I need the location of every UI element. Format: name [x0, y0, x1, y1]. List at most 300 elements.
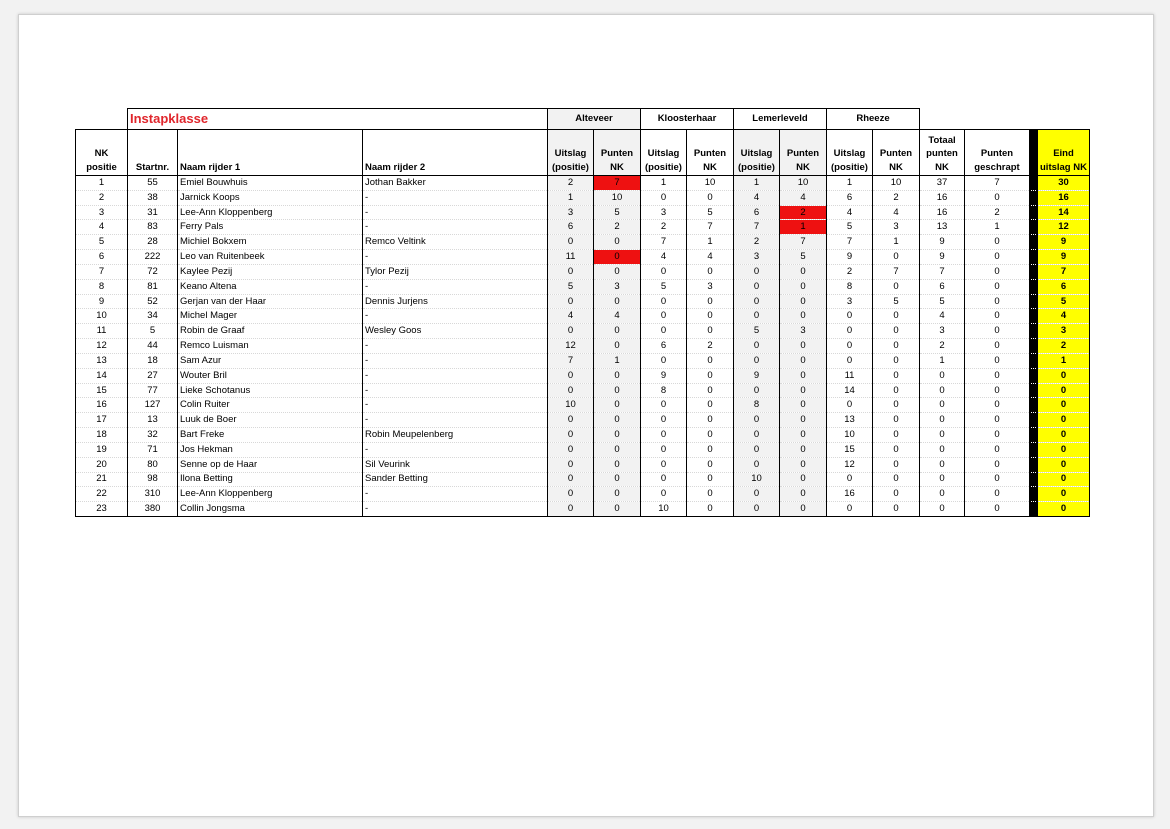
cell-l-p: 4: [780, 190, 827, 205]
cell-ges: 0: [965, 324, 1030, 339]
cell-a-p: 0: [594, 457, 641, 472]
cell-pos: 23: [76, 502, 128, 517]
cell-k-p: 0: [687, 353, 734, 368]
cell-start: 55: [128, 176, 178, 191]
cell-r-p: 0: [873, 279, 920, 294]
cell-start: 81: [128, 279, 178, 294]
cell-k-p: 2: [687, 339, 734, 354]
cell-r1: Wouter Bril: [178, 368, 363, 383]
cell-k-p: 0: [687, 264, 734, 279]
cell-r1: Colin Ruiter: [178, 398, 363, 413]
cell-r-p: 0: [873, 353, 920, 368]
cell-r2: -: [363, 413, 548, 428]
cell-a-p: 0: [594, 294, 641, 309]
cell-tot: 0: [920, 472, 965, 487]
cell-a-p: 0: [594, 472, 641, 487]
cell-r-p: 10: [873, 176, 920, 191]
header-rheeze-punten: Punten NK: [873, 130, 920, 176]
cell-start: 44: [128, 339, 178, 354]
cell-eind: 0: [1038, 368, 1090, 383]
cell-pos: 19: [76, 442, 128, 457]
cell-ges: 0: [965, 502, 1030, 517]
cell-a-p: 0: [594, 428, 641, 443]
cell-eind: 0: [1038, 442, 1090, 457]
cell-l-u: 0: [734, 279, 780, 294]
cell-ges: 0: [965, 294, 1030, 309]
cell-ges: 7: [965, 176, 1030, 191]
cell-k-u: 5: [641, 279, 687, 294]
cell-k-u: 0: [641, 190, 687, 205]
cell-ges: 0: [965, 457, 1030, 472]
table-row: [76, 339, 1090, 354]
cell-r2: Robin Meupelenberg: [363, 428, 548, 443]
cell-a-p: 0: [594, 368, 641, 383]
cell-tot: 0: [920, 383, 965, 398]
cell-start: 38: [128, 190, 178, 205]
cell-r1: Ilona Betting: [178, 472, 363, 487]
cell-k-u: 0: [641, 442, 687, 457]
cell-tot: 9: [920, 250, 965, 265]
header-eind: Eind uitslag NK: [1038, 130, 1090, 176]
cell-k-u: 3: [641, 205, 687, 220]
cell-a-p: 5: [594, 205, 641, 220]
cell-l-p: 0: [780, 383, 827, 398]
cell-ges: 0: [965, 398, 1030, 413]
results-table: [75, 108, 1090, 517]
cell-a-u: 1: [548, 190, 594, 205]
cell-k-p: 10: [687, 176, 734, 191]
cell-eind: 16: [1038, 190, 1090, 205]
header-rheeze-uitslag: Uitslag (positie): [827, 130, 873, 176]
cell-l-u: 0: [734, 339, 780, 354]
document-page: [18, 14, 1154, 817]
cell-k-u: 6: [641, 339, 687, 354]
cell-a-p: 1: [594, 353, 641, 368]
cell-r1: Ferry Pals: [178, 220, 363, 235]
separator-bar: [1030, 220, 1038, 235]
cell-r-u: 2: [827, 264, 873, 279]
cell-pos: 4: [76, 220, 128, 235]
cell-r2: Wesley Goos: [363, 324, 548, 339]
cell-r1: Bart Freke: [178, 428, 363, 443]
cell-r1: Emiel Bouwhuis: [178, 176, 363, 191]
location-lemerleveld: Lemerleveld: [734, 109, 827, 130]
header-lemerleveld-uitslag: Uitslag (positie): [734, 130, 780, 176]
table-row: [76, 428, 1090, 443]
cell-k-u: 10: [641, 502, 687, 517]
separator-bar: [1030, 309, 1038, 324]
separator-bar: [1030, 398, 1038, 413]
cell-r-p: 0: [873, 250, 920, 265]
cell-l-p: 0: [780, 428, 827, 443]
cell-k-p: 0: [687, 487, 734, 502]
header-lemerleveld-punten: Punten NK: [780, 130, 827, 176]
table-row: [76, 294, 1090, 309]
cell-l-u: 0: [734, 383, 780, 398]
cell-r-p: 0: [873, 502, 920, 517]
cell-r-p: 0: [873, 368, 920, 383]
cell-r-p: 0: [873, 324, 920, 339]
table-row: [76, 442, 1090, 457]
cell-r-u: 9: [827, 250, 873, 265]
cell-r-u: 5: [827, 220, 873, 235]
cell-l-p: 3: [780, 324, 827, 339]
cell-tot: 0: [920, 398, 965, 413]
cell-tot: 37: [920, 176, 965, 191]
cell-tot: 0: [920, 487, 965, 502]
title-row: [76, 109, 1090, 130]
header-nk-positie: NK positie: [76, 130, 128, 176]
cell-l-u: 0: [734, 502, 780, 517]
cell-r2: -: [363, 190, 548, 205]
cell-start: 32: [128, 428, 178, 443]
cell-k-u: 9: [641, 368, 687, 383]
table-row: [76, 250, 1090, 265]
cell-tot: 0: [920, 428, 965, 443]
table-row: [76, 398, 1090, 413]
cell-a-u: 0: [548, 368, 594, 383]
table-row: [76, 457, 1090, 472]
cell-pos: 10: [76, 309, 128, 324]
cell-k-p: 0: [687, 442, 734, 457]
separator-bar: [1030, 502, 1038, 517]
cell-a-u: 10: [548, 398, 594, 413]
cell-eind: 0: [1038, 413, 1090, 428]
cell-tot: 0: [920, 457, 965, 472]
cell-pos: 14: [76, 368, 128, 383]
cell-eind: 9: [1038, 235, 1090, 250]
cell-k-p: 5: [687, 205, 734, 220]
cell-eind: 4: [1038, 309, 1090, 324]
cell-ges: 0: [965, 383, 1030, 398]
cell-ges: 0: [965, 279, 1030, 294]
table-row: [76, 309, 1090, 324]
cell-k-u: 1: [641, 176, 687, 191]
cell-r2: -: [363, 487, 548, 502]
cell-pos: 6: [76, 250, 128, 265]
cell-r-p: 0: [873, 457, 920, 472]
cell-k-u: 0: [641, 309, 687, 324]
separator-bar: [1030, 383, 1038, 398]
location-alteveer: Alteveer: [548, 109, 641, 130]
cell-k-p: 3: [687, 279, 734, 294]
cell-r-p: 0: [873, 383, 920, 398]
cell-r2: -: [363, 220, 548, 235]
cell-r-u: 7: [827, 235, 873, 250]
cell-tot: 13: [920, 220, 965, 235]
cell-r2: -: [363, 339, 548, 354]
location-rheeze: Rheeze: [827, 109, 920, 130]
separator-bar: [1030, 294, 1038, 309]
separator-bar: [1030, 339, 1038, 354]
cell-ges: 0: [965, 235, 1030, 250]
cell-l-u: 5: [734, 324, 780, 339]
cell-a-p: 0: [594, 250, 641, 265]
cell-tot: 4: [920, 309, 965, 324]
cell-ges: 0: [965, 190, 1030, 205]
cell-k-p: 0: [687, 413, 734, 428]
cell-k-p: 0: [687, 428, 734, 443]
cell-pos: 20: [76, 457, 128, 472]
cell-a-u: 4: [548, 309, 594, 324]
cell-r1: Gerjan van der Haar: [178, 294, 363, 309]
cell-a-p: 0: [594, 413, 641, 428]
header-kloosterhaar-punten: Punten NK: [687, 130, 734, 176]
separator-bar: [1030, 413, 1038, 428]
cell-ges: 0: [965, 472, 1030, 487]
table-row: [76, 220, 1090, 235]
cell-pos: 12: [76, 339, 128, 354]
cell-a-u: 0: [548, 264, 594, 279]
cell-r1: Lee-Ann Kloppenberg: [178, 487, 363, 502]
cell-k-p: 0: [687, 190, 734, 205]
separator-bar: [1030, 324, 1038, 339]
cell-pos: 5: [76, 235, 128, 250]
cell-start: 18: [128, 353, 178, 368]
header-startnr: Startnr.: [128, 130, 178, 176]
cell-r2: -: [363, 383, 548, 398]
cell-l-p: 2: [780, 205, 827, 220]
results-sheet: [75, 108, 1090, 517]
cell-eind: 2: [1038, 339, 1090, 354]
location-kloosterhaar: Kloosterhaar: [641, 109, 734, 130]
cell-start: 31: [128, 205, 178, 220]
cell-l-p: 0: [780, 368, 827, 383]
separator-bar: [1030, 442, 1038, 457]
cell-start: 5: [128, 324, 178, 339]
cell-r-u: 0: [827, 339, 873, 354]
cell-pos: 7: [76, 264, 128, 279]
cell-l-u: 6: [734, 205, 780, 220]
cell-r2: -: [363, 353, 548, 368]
cell-pos: 9: [76, 294, 128, 309]
cell-k-p: 4: [687, 250, 734, 265]
cell-pos: 21: [76, 472, 128, 487]
header-row: [76, 130, 1090, 176]
cell-r1: Leo van Ruitenbeek: [178, 250, 363, 265]
cell-a-u: 0: [548, 487, 594, 502]
cell-a-p: 0: [594, 324, 641, 339]
separator-bar: [1030, 250, 1038, 265]
cell-eind: 0: [1038, 383, 1090, 398]
cell-l-u: 2: [734, 235, 780, 250]
cell-r2: Remco Veltink: [363, 235, 548, 250]
table-row: [76, 413, 1090, 428]
cell-r2: Sander Betting: [363, 472, 548, 487]
cell-l-u: 0: [734, 413, 780, 428]
cell-l-p: 0: [780, 502, 827, 517]
cell-ges: 0: [965, 442, 1030, 457]
cell-l-p: 10: [780, 176, 827, 191]
cell-a-p: 2: [594, 220, 641, 235]
cell-k-u: 0: [641, 413, 687, 428]
header-kloosterhaar-uitslag: Uitslag (positie): [641, 130, 687, 176]
cell-r1: Michiel Bokxem: [178, 235, 363, 250]
cell-l-p: 0: [780, 487, 827, 502]
cell-ges: 0: [965, 368, 1030, 383]
separator-bar: [1030, 190, 1038, 205]
cell-r-u: 12: [827, 457, 873, 472]
cell-tot: 2: [920, 339, 965, 354]
cell-a-u: 0: [548, 235, 594, 250]
cell-r-u: 0: [827, 502, 873, 517]
separator-bar: [1030, 457, 1038, 472]
separator-bar: [1030, 279, 1038, 294]
table-row: [76, 487, 1090, 502]
cell-k-p: 0: [687, 368, 734, 383]
table-row: [76, 205, 1090, 220]
cell-r2: -: [363, 205, 548, 220]
cell-r1: Robin de Graaf: [178, 324, 363, 339]
cell-r-p: 0: [873, 442, 920, 457]
cell-start: 27: [128, 368, 178, 383]
cell-tot: 16: [920, 190, 965, 205]
cell-ges: 0: [965, 309, 1030, 324]
table-row: [76, 383, 1090, 398]
cell-k-p: 0: [687, 398, 734, 413]
cell-r-p: 0: [873, 472, 920, 487]
cell-start: 83: [128, 220, 178, 235]
cell-start: 13: [128, 413, 178, 428]
cell-l-p: 7: [780, 235, 827, 250]
cell-start: 98: [128, 472, 178, 487]
cell-a-u: 0: [548, 383, 594, 398]
table-row: [76, 279, 1090, 294]
cell-k-u: 0: [641, 487, 687, 502]
cell-ges: 0: [965, 487, 1030, 502]
cell-r-p: 4: [873, 205, 920, 220]
cell-l-p: 0: [780, 279, 827, 294]
cell-l-u: 0: [734, 487, 780, 502]
cell-k-u: 4: [641, 250, 687, 265]
cell-pos: 15: [76, 383, 128, 398]
cell-r-p: 7: [873, 264, 920, 279]
cell-r2: Tylor Pezij: [363, 264, 548, 279]
cell-l-u: 0: [734, 294, 780, 309]
table-row: [76, 190, 1090, 205]
cell-r-p: 0: [873, 487, 920, 502]
cell-k-u: 0: [641, 457, 687, 472]
table-row: [76, 264, 1090, 279]
cell-ges: 0: [965, 250, 1030, 265]
cell-k-p: 0: [687, 472, 734, 487]
cell-start: 222: [128, 250, 178, 265]
cell-l-p: 0: [780, 339, 827, 354]
cell-ges: 1: [965, 220, 1030, 235]
separator-bar: [1030, 368, 1038, 383]
cell-r1: Kaylee Pezij: [178, 264, 363, 279]
cell-l-u: 10: [734, 472, 780, 487]
cell-k-u: 0: [641, 428, 687, 443]
cell-l-u: 4: [734, 190, 780, 205]
cell-a-p: 3: [594, 279, 641, 294]
cell-r-u: 11: [827, 368, 873, 383]
table-row: [76, 502, 1090, 517]
cell-ges: 0: [965, 353, 1030, 368]
cell-r2: Jothan Bakker: [363, 176, 548, 191]
cell-r-u: 4: [827, 205, 873, 220]
table-row: [76, 368, 1090, 383]
cell-l-u: 3: [734, 250, 780, 265]
cell-tot: 5: [920, 294, 965, 309]
cell-a-p: 0: [594, 502, 641, 517]
cell-ges: 0: [965, 264, 1030, 279]
cell-eind: 12: [1038, 220, 1090, 235]
cell-l-u: 0: [734, 457, 780, 472]
cell-start: 34: [128, 309, 178, 324]
cell-l-u: 0: [734, 353, 780, 368]
cell-pos: 16: [76, 398, 128, 413]
table-row: [76, 176, 1090, 191]
cell-k-p: 0: [687, 309, 734, 324]
cell-a-u: 0: [548, 442, 594, 457]
cell-r-u: 0: [827, 398, 873, 413]
cell-r1: Lieke Schotanus: [178, 383, 363, 398]
cell-pos: 3: [76, 205, 128, 220]
cell-a-u: 0: [548, 502, 594, 517]
cell-ges: 0: [965, 339, 1030, 354]
cell-k-p: 1: [687, 235, 734, 250]
cell-tot: 0: [920, 413, 965, 428]
header-alteveer-punten: Punten NK: [594, 130, 641, 176]
cell-l-p: 5: [780, 250, 827, 265]
cell-r-p: 0: [873, 413, 920, 428]
cell-l-u: 0: [734, 442, 780, 457]
cell-r-u: 14: [827, 383, 873, 398]
cell-a-u: 0: [548, 428, 594, 443]
cell-eind: 6: [1038, 279, 1090, 294]
separator-bar: [1030, 472, 1038, 487]
cell-a-u: 2: [548, 176, 594, 191]
separator-bar: [1030, 353, 1038, 368]
cell-l-p: 0: [780, 294, 827, 309]
cell-eind: 30: [1038, 176, 1090, 191]
cell-k-u: 0: [641, 294, 687, 309]
cell-start: 310: [128, 487, 178, 502]
cell-eind: 0: [1038, 472, 1090, 487]
separator-bar: [1030, 487, 1038, 502]
cell-l-p: 0: [780, 264, 827, 279]
cell-tot: 1: [920, 353, 965, 368]
cell-tot: 7: [920, 264, 965, 279]
header-alteveer-uitslag: Uitslag (positie): [548, 130, 594, 176]
cell-eind: 0: [1038, 487, 1090, 502]
cell-l-p: 0: [780, 353, 827, 368]
cell-r-u: 0: [827, 353, 873, 368]
cell-r1: Remco Luisman: [178, 339, 363, 354]
cell-a-u: 0: [548, 294, 594, 309]
cell-r-u: 0: [827, 324, 873, 339]
cell-a-p: 0: [594, 442, 641, 457]
cell-start: 71: [128, 442, 178, 457]
cell-pos: 17: [76, 413, 128, 428]
cell-a-u: 12: [548, 339, 594, 354]
separator-bar: [1030, 176, 1038, 191]
table-row: [76, 235, 1090, 250]
separator-bar: [1030, 130, 1038, 176]
cell-a-p: 0: [594, 235, 641, 250]
table-row: [76, 324, 1090, 339]
cell-r-u: 8: [827, 279, 873, 294]
cell-l-u: 0: [734, 309, 780, 324]
cell-start: 380: [128, 502, 178, 517]
cell-start: 28: [128, 235, 178, 250]
cell-r2: -: [363, 309, 548, 324]
cell-k-u: 8: [641, 383, 687, 398]
cell-ges: 2: [965, 205, 1030, 220]
cell-pos: 22: [76, 487, 128, 502]
cell-start: 77: [128, 383, 178, 398]
